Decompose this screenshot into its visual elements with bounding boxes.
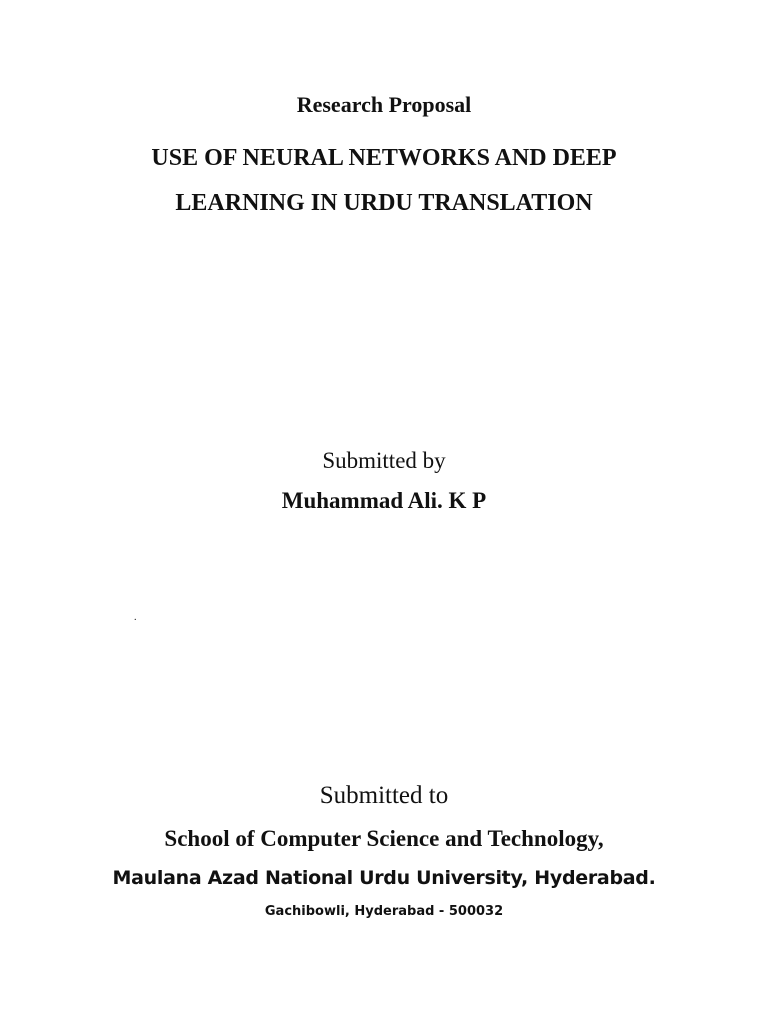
school-name: School of Computer Science and Technology,	[164, 826, 604, 851]
stray-mark: .	[134, 612, 137, 623]
author-name: Muhammad Ali. K P	[281, 488, 487, 513]
submitted-to-label: Submitted to	[319, 782, 449, 809]
address: Gachibowli, Hyderabad - 500032	[264, 904, 504, 919]
university-name: Maulana Azad National Urdu University, Hyderabad.	[112, 867, 656, 889]
title-line-1: USE OF NEURAL NETWORKS AND DEEP	[151, 145, 617, 171]
title-line-2: LEARNING IN URDU TRANSLATION	[175, 190, 593, 216]
submitted-by-label: Submitted by	[322, 448, 446, 473]
proposal-label: Research Proposal	[296, 92, 472, 117]
